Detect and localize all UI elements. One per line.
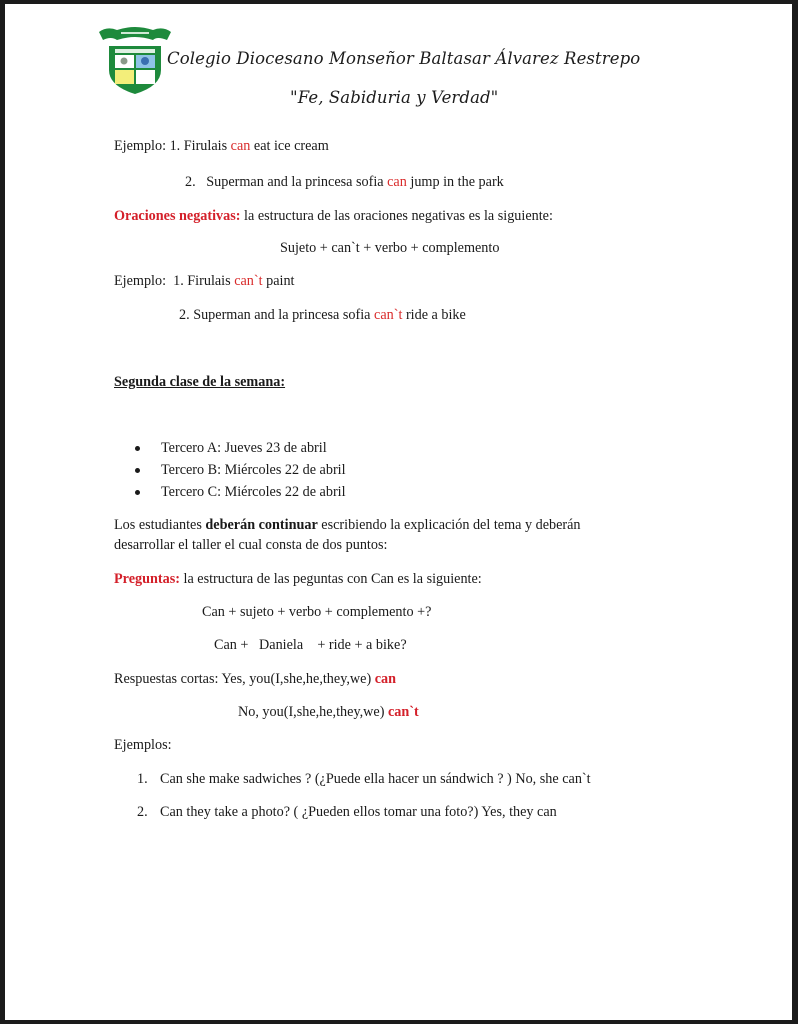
highlight-cant: can`t	[374, 307, 403, 323]
question-example-formula: Can + Daniela + ride + a bike?	[214, 637, 407, 653]
highlight-cant: can`t	[387, 704, 419, 720]
example-line-2: 2. Superman and la princesa sofia can jump in the park	[185, 174, 504, 190]
highlight-can: can	[230, 138, 251, 154]
questions-heading: Preguntas:	[114, 571, 180, 587]
bullet-icon	[135, 490, 140, 495]
schedule-item: Tercero A: Jueves 23 de abril	[135, 440, 327, 456]
highlight-can: can	[387, 174, 407, 190]
highlight-cant: can`t	[234, 273, 263, 289]
bullet-icon	[135, 446, 140, 451]
negative-formula: Sujeto + can`t + verbo + complemento	[280, 240, 500, 256]
school-name: Colegio Diocesano Monseñor Baltasar Álvarez Restrepo	[167, 49, 641, 68]
short-answer-no: No, you(I,she,he,they,we) can`t	[238, 704, 419, 720]
negative-heading-line: Oraciones negativas: la estructura de las oraciones negativas es la siguiente:	[114, 208, 553, 224]
negative-heading: Oraciones negativas:	[114, 208, 241, 224]
question-formula: Can + sujeto + verbo + complemento +?	[202, 604, 432, 620]
negative-example-2: 2. Superman and la princesa sofia can`t ride a bike	[179, 307, 466, 323]
question-example-1: 1. Can she make sadwiches ? (¿Puede ella hacer un sándwich ? ) No, she can`t	[137, 771, 591, 787]
schedule-item: Tercero B: Miércoles 22 de abril	[135, 462, 346, 478]
instructions-line-2: desarrollar el taller el cual consta de dos puntos:	[114, 537, 388, 553]
examples-label: Ejemplos:	[114, 737, 172, 753]
example-line-1: Ejemplo: 1. Firulais can eat ice cream	[114, 138, 329, 154]
example-label: Ejemplo:	[114, 138, 167, 154]
instructions-line-1: Los estudiantes deberán continuar escribiendo la explicación del tema y deberán	[114, 517, 581, 533]
highlight-can: can	[374, 671, 397, 687]
schedule-item: Tercero C: Miércoles 22 de abril	[135, 484, 346, 500]
question-example-2: 2. Can they take a photo? ( ¿Pueden ellos tomar una foto?) Yes, they can	[137, 804, 557, 820]
negative-example-1: Ejemplo: 1. Firulais can`t paint	[114, 273, 295, 289]
short-answer-yes: Respuestas cortas: Yes, you(I,she,he,they,we) can	[114, 671, 397, 687]
bullet-icon	[135, 468, 140, 473]
school-motto: "Fe, Sabiduria y Verdad"	[290, 88, 499, 107]
questions-heading-line: Preguntas: la estructura de las peguntas con Can es la siguiente:	[114, 571, 482, 587]
school-crest-icon	[97, 22, 173, 94]
document-page	[5, 4, 792, 1020]
section-heading: Segunda clase de la semana:	[114, 374, 286, 390]
